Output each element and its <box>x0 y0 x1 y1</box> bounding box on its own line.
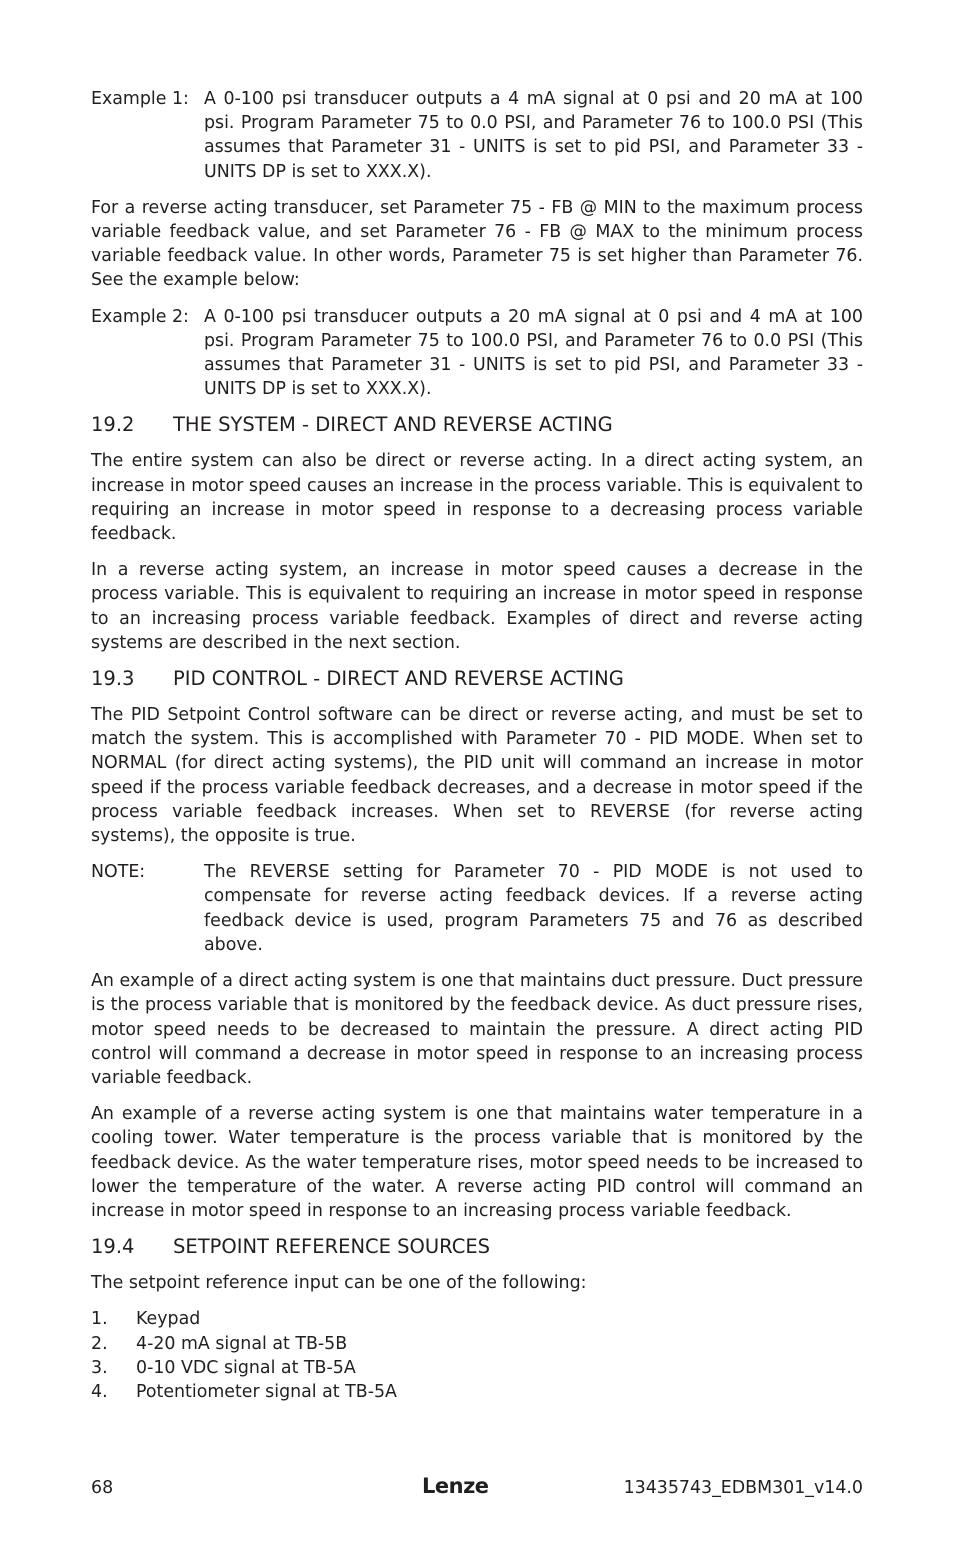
note-block <box>91 860 863 957</box>
example-2-label: Example 2: <box>91 306 189 327</box>
section-19-2-paragraph-1: The entire system can also be direct or reverse acting. In a direct acting system, an increase in motor speed causes an increase in the process variable. This is equivalent to requiring an increase in motor speed in response to a decreasing process variable feedback. <box>91 451 864 545</box>
example-2-text: A 0-100 psi transducer outputs a 20 mA signal at 0 psi and 4 mA at 100 psi. Program Parameter 75 to 100.0 PSI, and Parameter 76 to 0.0 PSI (This assumes that Parameter 31 - UNITS is set to pid PSI, and Parameter 33 - UNITS DP is set to XXX.X). <box>204 306 863 400</box>
section-19-2-paragraph-2: In a reverse acting system, an increase in motor speed causes a decrease in the process variable. This is equivalent to requiring an increase in motor speed in response to an increasing process variable feedback. Examples of direct and reverse acting systems are described in the next section. <box>91 560 863 653</box>
note-text: The REVERSE setting for Parameter 70 - PID MODE is not used to compensate for reverse acting feedback devices. If a reverse acting feedback device is used, program Parameters 75 and 76 as described above. <box>204 862 863 955</box>
list-item <box>91 1356 863 1380</box>
list-item-text: Potentiometer signal at TB-5A <box>136 1381 397 1402</box>
note-label: NOTE: <box>91 862 146 883</box>
section-number: 19.2 <box>91 413 135 437</box>
section-number: 19.3 <box>91 667 135 691</box>
lenze-logo: Lenze <box>422 1474 489 1498</box>
list-item <box>91 1307 863 1331</box>
section-19-2-heading <box>91 413 863 437</box>
section-title: PID CONTROL - DIRECT AND REVERSE ACTING <box>173 667 624 691</box>
section-title: SETPOINT REFERENCE SOURCES <box>173 1235 491 1259</box>
example-2 <box>91 305 863 402</box>
section-19-4-intro: The setpoint reference input can be one of the following: <box>91 1273 587 1294</box>
section-number: 19.4 <box>91 1235 135 1259</box>
list-item <box>91 1332 863 1356</box>
reverse-transducer-paragraph: For a reverse acting transducer, set Parameter 75 - FB @ MIN to the maximum process variable feedback value, and set Parameter 76 - FB @ MAX to the minimum process variable feedback value. In other words, Parameter 75 is set higher than Parameter 76. See the example below: <box>91 197 863 291</box>
page-number: 68 <box>91 1478 114 1498</box>
list-item-text: 4-20 mA signal at TB-5B <box>136 1333 348 1354</box>
document-id: 13435743_EDBM301_v14.0 <box>623 1478 863 1498</box>
list-item-number: 1. <box>91 1309 108 1330</box>
example-1-label: Example 1: <box>91 89 189 109</box>
list-item-text: 0-10 VDC signal at TB-5A <box>136 1357 356 1378</box>
section-19-3-heading <box>91 667 863 691</box>
list-item <box>91 1380 863 1404</box>
list-item-number: 2. <box>91 1333 108 1354</box>
list-item-number: 3. <box>91 1357 108 1378</box>
page-footer <box>91 1474 863 1504</box>
section-19-3-paragraph-2: An example of a direct acting system is one that maintains duct pressure. Duct pressure is the process variable that is monitored by the feedback device. As duct pressure rises, motor speed needs to be decreased to maintain the pressure. A direct acting PID control will command a decrease in motor speed in response to an increasing process variable feedback. <box>91 971 863 1088</box>
section-title: THE SYSTEM - DIRECT AND REVERSE ACTING <box>173 413 613 437</box>
list-item-text: Keypad <box>136 1309 201 1330</box>
example-1-text: A 0-100 psi transducer outputs a 4 mA signal at 0 psi and 20 mA at 100 psi. Program Parameter 75 to 0.0 PSI, and Parameter 76 to 100.0 PSI (This assumes that Parameter 31 - UNITS is set to pid PSI, and Parameter 33 - UNITS DP is set to XXX.X). <box>204 89 863 182</box>
example-1 <box>91 87 863 184</box>
page-content <box>91 87 863 1404</box>
section-19-4-heading <box>91 1235 863 1259</box>
setpoint-source-list <box>91 1307 863 1404</box>
list-item-number: 4. <box>91 1381 108 1402</box>
section-19-3-paragraph-3: An example of a reverse acting system is one that maintains water temperature in a cooling tower. Water temperature is the process variable that is monitored by the feedback device. As the water temperature rises, motor speed needs to be increased to lower the temperature of the water. A reverse acting PID control will command an increase in motor speed in response to an increasing process variable feedback. <box>91 1104 863 1221</box>
section-19-3-paragraph-1: The PID Setpoint Control software can be direct or reverse acting, and must be set to match the system. This is accomplished with Parameter 70 - PID MODE. When set to NORMAL (for direct acting systems), the PID unit will command an increase in motor speed if the process variable feedback decreases, and a decrease in motor speed if the process variable feedback increases. When set to REVERSE (for reverse acting systems), the opposite is true. <box>91 705 863 847</box>
